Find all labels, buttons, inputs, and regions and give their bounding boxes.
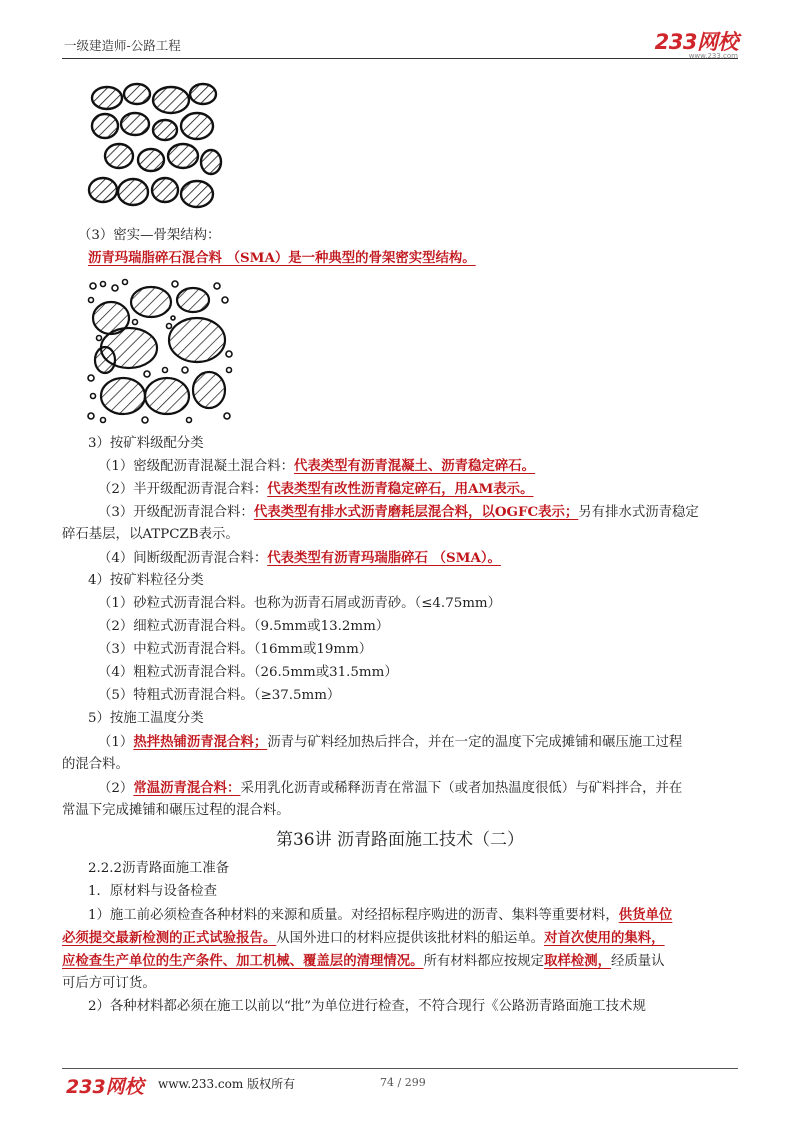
text-open-graded — [98, 504, 699, 521]
inspection-text: 1）施工前必须检查各种材料的来源和质量。对经招标程序购进的沥青、集料等重要材料， — [88, 908, 619, 923]
page-footer — [62, 1068, 738, 1098]
hot-mix-num: （1） — [98, 735, 134, 750]
hot-mix-rest: 沥青与矿料经加热后拌合，并在一定的温度下完成摊铺和碾压施工过程 — [267, 735, 683, 750]
header-title: 一级建造师-公路工程 — [64, 38, 181, 53]
text-inspection-cont1 — [62, 930, 665, 947]
text-section-heading: 2.2.2沥青路面施工准备 — [88, 861, 230, 876]
text-dense-skeleton: （3）密实—骨架结构： — [78, 228, 221, 243]
text-temperature-heading: 5）按施工温度分类 — [88, 711, 204, 726]
text-hot-mix — [98, 734, 682, 751]
text-inspection-cont3: 可后方可订货。 — [62, 976, 156, 991]
text-medium: （3）中粒式沥青混合料。（16mm或19mm） — [98, 642, 373, 657]
cold-mix-highlight: 常温沥青混合料： — [133, 780, 241, 796]
text-dense-graded — [98, 458, 535, 475]
inspection-highlight: 供货单位 — [618, 907, 673, 923]
quality-text: 经质量认 — [611, 954, 665, 969]
open-graded-rest: 另有排水式沥青稳定 — [578, 505, 699, 520]
sampling-highlight: 取样检测， — [544, 953, 612, 969]
dense-graded-highlight: 代表类型有沥青混凝土、沥青稳定碎石。 — [294, 458, 536, 474]
brand-logo — [655, 26, 738, 60]
first-use-highlight: 对首次使用的集料， — [544, 930, 665, 946]
semi-open-label: （2）半开级配沥青混合料： — [98, 482, 268, 497]
text-open-graded-cont: 碎石基层，以ATPCZB表示。 — [62, 527, 239, 542]
text-gap-graded — [98, 550, 501, 567]
text-semi-open-graded — [98, 481, 533, 498]
skeleton-void-structure-figure — [85, 80, 225, 220]
text-sand: （1）砂粒式沥青混合料。也称为沥青石屑或沥青砂。（≤4.75mm） — [98, 596, 502, 611]
semi-open-highlight: 代表类型有改性沥青稳定碎石，用AM表示。 — [267, 481, 534, 497]
text-grading-heading: 3）按矿料级配分类 — [88, 436, 204, 451]
dense-graded-label: （1）密级配沥青混凝土混合料： — [98, 459, 294, 474]
text-batch-check: 2）各种材料都必须在施工以前以“批”为单位进行检查，不符合现行《公路沥青路面施工技术规 — [88, 999, 646, 1014]
import-text: 从国外进口的材料应提供该批材料的船运单。 — [276, 931, 545, 946]
gap-graded-label: （4）间断级配沥青混合料： — [98, 551, 268, 566]
open-graded-highlight: 代表类型有排水式沥青磨耗层混合料，以OGFC表示； — [253, 504, 579, 520]
logo-url: www.233.com — [688, 52, 738, 60]
page-header — [62, 30, 738, 59]
text-particle-heading: 4）按矿料粒径分类 — [88, 573, 204, 588]
text-hot-mix-cont: 的混合料。 — [62, 757, 129, 772]
hot-mix-highlight: 热拌热铺沥青混合料； — [133, 734, 268, 750]
dense-skeleton-structure-figure — [85, 278, 235, 428]
text-sma-definition: 沥青玛瑞脂碎石混合料 （SMA）是一种典型的骨架密实型结构。 — [88, 250, 476, 266]
text-inspection — [88, 907, 672, 924]
text-fine: （2）细粒式沥青混合料。（9.5mm或13.2mm） — [98, 619, 390, 634]
text-extra-coarse: （5）特粗式沥青混合料。（≥37.5mm） — [98, 688, 341, 703]
text-cold-mix — [98, 780, 682, 797]
text-materials-heading: 1．原材料与设备检查 — [88, 884, 218, 899]
text-cold-mix-cont: 常温下完成摊铺和碾压过程的混合料。 — [62, 803, 290, 818]
rule-text: 所有材料都应按规定 — [423, 954, 545, 969]
footer-copyright: www.233.com 版权所有 — [158, 1077, 296, 1091]
production-highlight: 应检查生产单位的生产条件、加工机械、覆盖层的清理情况。 — [62, 953, 424, 969]
logo-text: 233网校 — [654, 30, 738, 54]
gap-graded-highlight: 代表类型有沥青玛瑞脂碎石 （SMA）。 — [267, 550, 501, 566]
page-number: 74 / 299 — [380, 1076, 426, 1089]
footer-logo: 233网校 — [66, 1076, 144, 1098]
text-coarse: （4）粗粒式沥青混合料。（26.5mm或31.5mm） — [98, 665, 398, 680]
text-inspection-cont2 — [62, 953, 665, 970]
cold-mix-rest: 采用乳化沥青或稀释沥青在常温下（或者加热温度很低）与矿料拌合，并在 — [240, 781, 683, 796]
lecture-title: 第36讲 沥青路面施工技术（二） — [275, 830, 525, 850]
open-graded-label: （3）开级配沥青混合料： — [98, 505, 254, 520]
report-highlight: 必须提交最新检测的正式试验报告。 — [62, 930, 277, 946]
cold-mix-num: （2） — [98, 781, 134, 796]
